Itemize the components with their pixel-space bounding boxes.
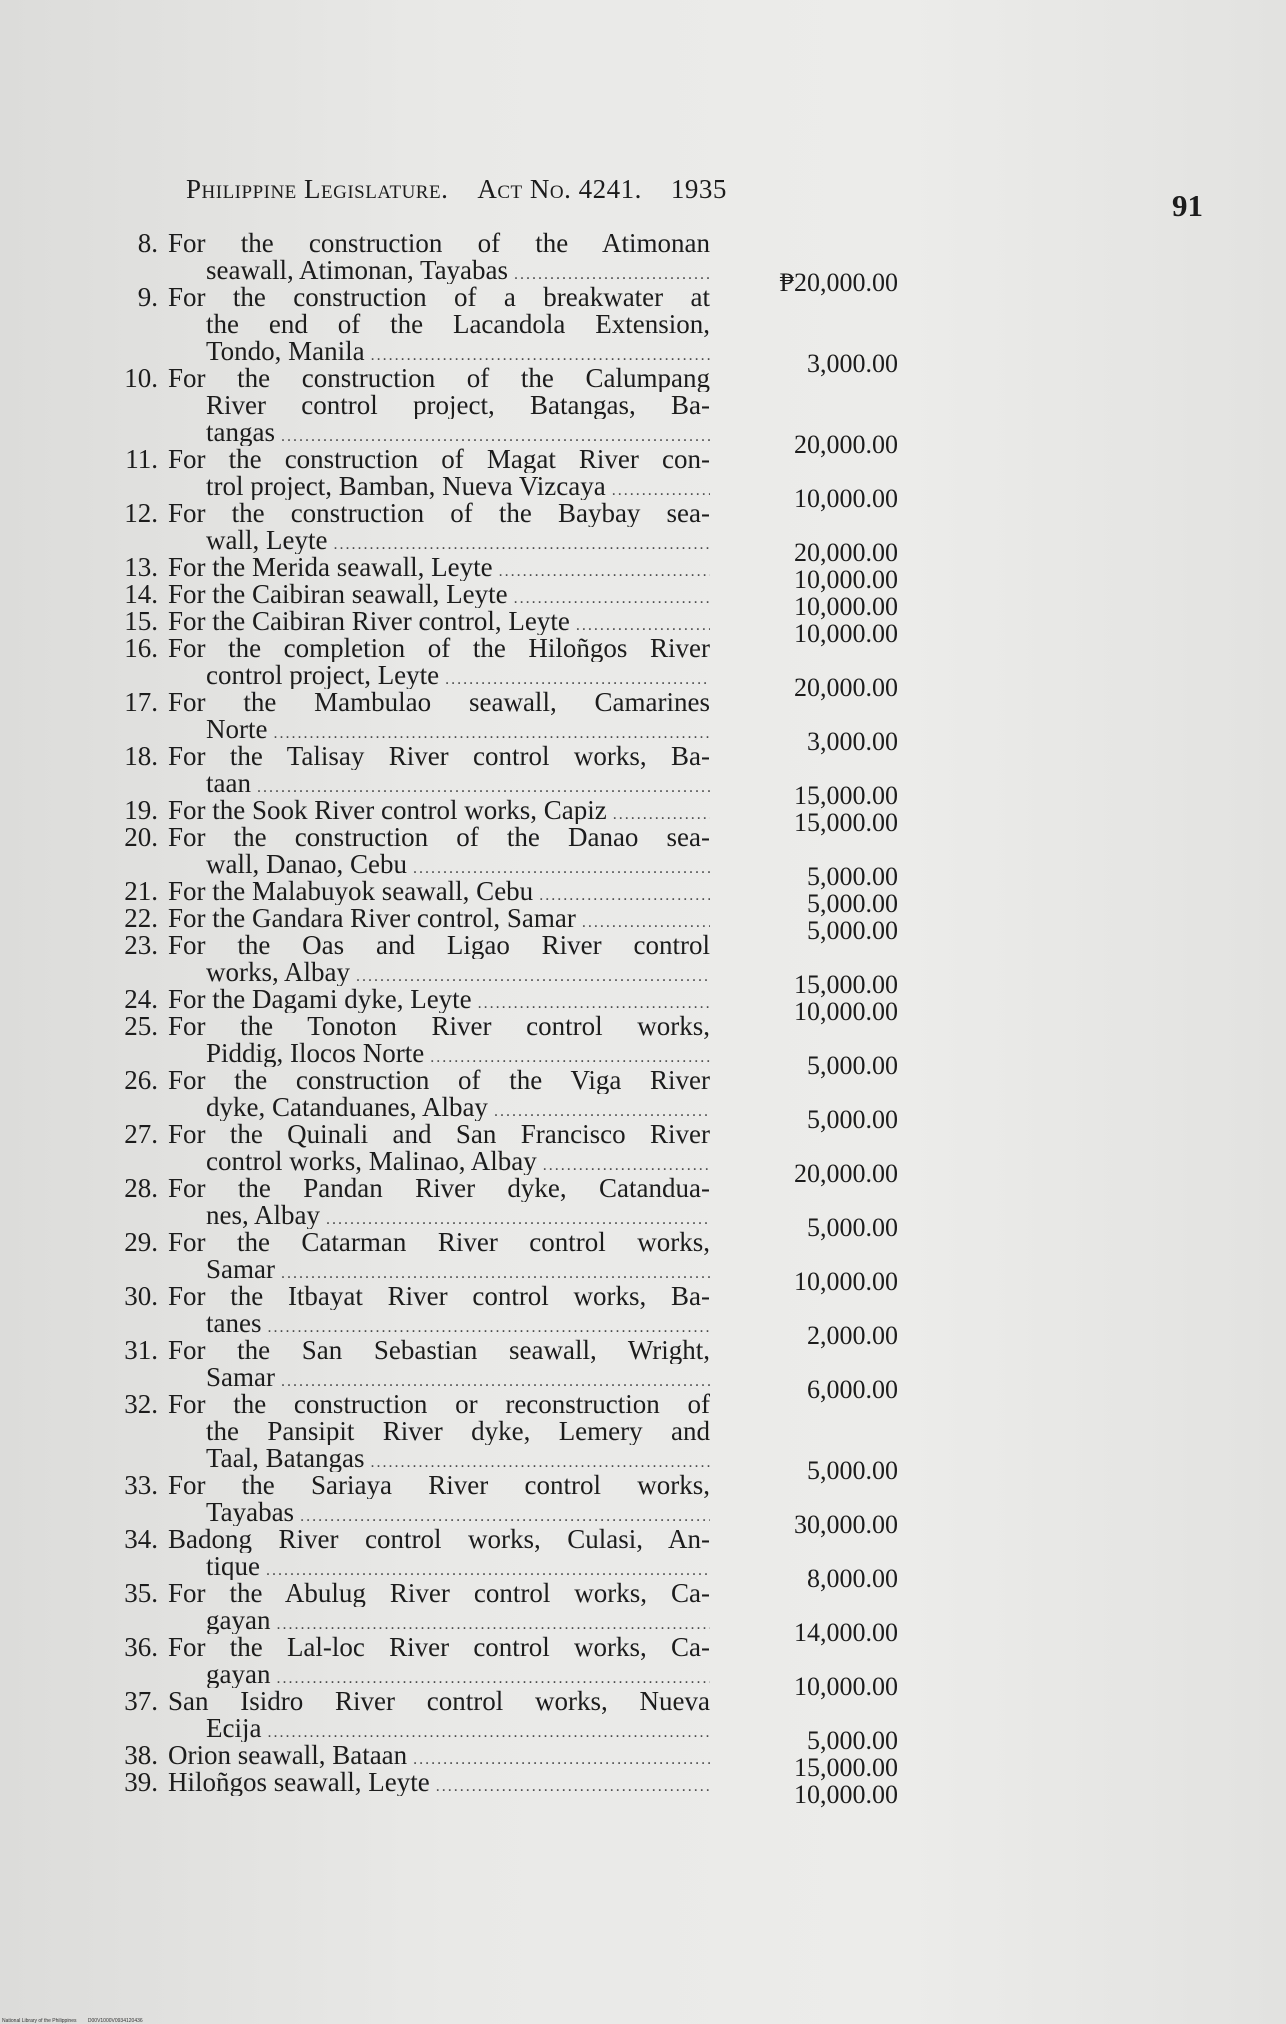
dot-leader xyxy=(281,423,710,446)
description-line xyxy=(168,1553,710,1580)
item-number: 9. xyxy=(137,282,158,312)
dot-leader xyxy=(514,585,710,608)
dot-leader xyxy=(413,1746,710,1769)
item-amount: 3,000.00 xyxy=(807,349,898,378)
description-line: For the construction of the Viga River xyxy=(168,1067,710,1094)
scan-code: D00V1000V0934120436 xyxy=(87,2018,143,2024)
dot-leader xyxy=(582,909,710,932)
description-line: the end of the Lacandola Extension, xyxy=(206,311,710,338)
description-line: For the construction of the Calumpang xyxy=(168,365,710,392)
description-text: gayan xyxy=(206,1607,271,1634)
item-description xyxy=(168,1769,710,1796)
item-description xyxy=(168,1634,710,1688)
description-text: Hiloñgos seawall, Leyte xyxy=(168,1769,430,1796)
dot-leader xyxy=(273,720,710,743)
item-amount: 20,000.00 xyxy=(794,673,898,702)
library-credit: National Library of the Philippines xyxy=(2,2018,77,2024)
description-line xyxy=(168,1310,710,1337)
description-line xyxy=(168,797,710,824)
item-amount: 20,000.00 xyxy=(794,1159,898,1188)
item-number: 8. xyxy=(137,228,158,258)
item-amount: 14,000.00 xyxy=(794,1618,898,1647)
item-amount: 8,000.00 xyxy=(807,1564,898,1593)
description-text: dyke, Catanduanes, Albay xyxy=(206,1094,488,1121)
dot-leader xyxy=(326,1206,710,1229)
item-number: 39. xyxy=(124,1767,158,1797)
description-line xyxy=(168,1202,710,1229)
item-number: 33. xyxy=(124,1470,158,1500)
item-number: 12. xyxy=(124,498,158,528)
item-amount: 5,000.00 xyxy=(807,1726,898,1755)
item-description xyxy=(168,581,710,608)
item-description xyxy=(168,797,710,824)
dot-leader xyxy=(539,882,710,905)
description-text: tangas xyxy=(206,419,275,446)
scan-footer xyxy=(2,2018,143,2024)
description-line: River control project, Batangas, Ba- xyxy=(206,392,710,419)
item-number: 11. xyxy=(125,444,158,474)
description-line: For the Itbayat River control works, Ba- xyxy=(168,1283,710,1310)
dot-leader xyxy=(514,261,710,284)
dot-leader xyxy=(276,1665,710,1688)
item-description xyxy=(168,1013,710,1067)
dot-leader xyxy=(413,855,710,878)
description-text: Tondo, Manila xyxy=(206,338,365,365)
description-line: For the Lal-loc River control works, Ca- xyxy=(168,1634,710,1661)
description-line xyxy=(168,1499,710,1526)
dot-leader xyxy=(371,342,710,365)
dot-leader xyxy=(371,1449,710,1472)
description-line xyxy=(168,878,710,905)
publication-name: Philippine Legislature. xyxy=(186,174,449,204)
item-amount: 20,000.00 xyxy=(794,430,898,459)
description-line xyxy=(168,581,710,608)
description-line xyxy=(168,1040,710,1067)
description-text: taan xyxy=(206,770,251,797)
item-description xyxy=(168,284,710,365)
description-line xyxy=(168,1769,710,1796)
description-line: the Pansipit River dyke, Lemery and xyxy=(206,1418,710,1445)
description-line: For the Abulug River control works, Ca- xyxy=(168,1580,710,1607)
dot-leader xyxy=(499,558,710,581)
description-line: For the construction of the Atimonan xyxy=(168,230,710,257)
description-line xyxy=(168,716,710,743)
description-line: For the Talisay River control works, Ba- xyxy=(168,743,710,770)
dot-leader xyxy=(430,1044,710,1067)
description-line xyxy=(168,1148,710,1175)
dot-leader xyxy=(445,666,710,689)
item-number: 23. xyxy=(124,930,158,960)
item-amount: 15,000.00 xyxy=(794,1753,898,1782)
description-line: For the construction of the Baybay sea- xyxy=(168,500,710,527)
item-number: 22. xyxy=(124,903,158,933)
description-line xyxy=(168,527,710,554)
description-line: San Isidro River control works, Nueva xyxy=(168,1688,710,1715)
item-amount: 5,000.00 xyxy=(807,1456,898,1485)
item-amount: ₱20,000.00 xyxy=(779,268,898,297)
description-text: wall, Danao, Cebu xyxy=(206,851,407,878)
dot-leader xyxy=(478,990,710,1013)
description-line xyxy=(168,419,710,446)
description-line xyxy=(168,905,710,932)
item-description xyxy=(168,1121,710,1175)
description-text: wall, Leyte xyxy=(206,527,328,554)
item-amount: 5,000.00 xyxy=(807,889,898,918)
item-number: 30. xyxy=(124,1281,158,1311)
appropriation-list xyxy=(0,228,1286,1809)
page-number: 91 xyxy=(1172,188,1203,223)
description-line: For the Pandan River dyke, Catandua- xyxy=(168,1175,710,1202)
item-amount: 5,000.00 xyxy=(807,916,898,945)
description-text: For the Merida seawall, Leyte xyxy=(168,554,493,581)
description-line xyxy=(168,986,710,1013)
item-amount: 30,000.00 xyxy=(794,1510,898,1539)
description-text: Piddig, Ilocos Norte xyxy=(206,1040,425,1067)
description-line xyxy=(168,1445,710,1472)
item-amount: 15,000.00 xyxy=(794,781,898,810)
item-description xyxy=(168,500,710,554)
item-amount: 10,000.00 xyxy=(794,1780,898,1809)
dot-leader xyxy=(276,1611,710,1634)
item-number: 10. xyxy=(124,363,158,393)
description-text: control works, Malinao, Albay xyxy=(206,1148,537,1175)
dot-leader xyxy=(613,801,710,824)
description-text: For the Gandara River control, Samar xyxy=(168,905,576,932)
description-text: gayan xyxy=(206,1661,271,1688)
description-line xyxy=(168,959,710,986)
dot-leader xyxy=(436,1773,710,1796)
description-text: For the Caibiran seawall, Leyte xyxy=(168,581,508,608)
dot-leader xyxy=(267,1314,710,1337)
description-line: For the construction of a breakwater at xyxy=(168,284,710,311)
description-text: Norte xyxy=(206,716,268,743)
item-number: 14. xyxy=(124,579,158,609)
dot-leader xyxy=(576,612,710,635)
item-number: 27. xyxy=(124,1119,158,1149)
item-number: 24. xyxy=(124,984,158,1014)
description-line xyxy=(168,338,710,365)
dot-leader xyxy=(266,1557,710,1580)
act-number: Act No. 4241. xyxy=(477,174,642,204)
description-line: For the construction of the Danao sea- xyxy=(168,824,710,851)
item-amount: 5,000.00 xyxy=(807,1051,898,1080)
description-line xyxy=(168,1256,710,1283)
item-description xyxy=(168,1742,710,1769)
item-description xyxy=(168,905,710,932)
description-text: Orion seawall, Bataan xyxy=(168,1742,408,1769)
description-line: Badong River control works, Culasi, An- xyxy=(168,1526,710,1553)
description-text: Tayabas xyxy=(206,1499,295,1526)
dot-leader xyxy=(257,774,710,797)
item-amount: 20,000.00 xyxy=(794,538,898,567)
item-amount: 5,000.00 xyxy=(807,1105,898,1134)
item-number: 31. xyxy=(124,1335,158,1365)
item-description xyxy=(168,1229,710,1283)
dot-leader xyxy=(281,1260,710,1283)
item-number: 21. xyxy=(124,876,158,906)
description-line: For the construction or reconstruction of xyxy=(168,1391,710,1418)
item-description xyxy=(168,1337,710,1391)
dot-leader xyxy=(612,477,710,500)
description-line xyxy=(168,554,710,581)
description-line xyxy=(168,608,710,635)
item-number: 38. xyxy=(124,1740,158,1770)
description-text: For the Sook River control works, Capiz xyxy=(168,797,607,824)
description-line xyxy=(168,1715,710,1742)
item-number: 13. xyxy=(124,552,158,582)
item-amount: 6,000.00 xyxy=(807,1375,898,1404)
item-amount: 3,000.00 xyxy=(807,727,898,756)
item-number: 25. xyxy=(124,1011,158,1041)
item-description xyxy=(168,824,710,878)
description-line xyxy=(168,257,710,284)
description-line: For the Mambulao seawall, Camarines xyxy=(168,689,710,716)
description-line: For the Oas and Ligao River control xyxy=(168,932,710,959)
item-description xyxy=(168,635,710,689)
description-line xyxy=(168,1661,710,1688)
description-text: tanes xyxy=(206,1310,262,1337)
item-description xyxy=(168,446,710,500)
description-line: For the San Sebastian seawall, Wright, xyxy=(168,1337,710,1364)
description-line: For the Sariaya River control works, xyxy=(168,1472,710,1499)
dot-leader xyxy=(267,1719,710,1742)
item-description xyxy=(168,1175,710,1229)
item-number: 34. xyxy=(124,1524,158,1554)
item-description xyxy=(168,986,710,1013)
description-text: Ecija xyxy=(206,1715,262,1742)
item-amount: 10,000.00 xyxy=(794,592,898,621)
dot-leader xyxy=(356,963,710,986)
item-amount: 10,000.00 xyxy=(794,1267,898,1296)
description-text: works, Albay xyxy=(206,959,350,986)
item-amount: 5,000.00 xyxy=(807,862,898,891)
description-line: For the Catarman River control works, xyxy=(168,1229,710,1256)
item-number: 15. xyxy=(124,606,158,636)
item-number: 28. xyxy=(124,1173,158,1203)
dot-leader xyxy=(333,531,710,554)
dot-leader xyxy=(281,1368,710,1391)
item-description xyxy=(168,689,710,743)
description-text: For the Malabuyok seawall, Cebu xyxy=(168,878,534,905)
description-line: For the completion of the Hiloñgos River xyxy=(168,635,710,662)
item-description xyxy=(168,608,710,635)
item-description xyxy=(168,878,710,905)
item-number: 20. xyxy=(124,822,158,852)
item-description xyxy=(168,230,710,284)
description-text: tique xyxy=(206,1553,260,1580)
act-year: 1935 xyxy=(670,174,727,204)
item-description xyxy=(168,1688,710,1742)
item-amount: 10,000.00 xyxy=(794,565,898,594)
item-description xyxy=(168,1391,710,1472)
description-text: nes, Albay xyxy=(206,1202,320,1229)
item-number: 37. xyxy=(124,1686,158,1716)
dot-leader xyxy=(494,1098,710,1121)
item-amount: 15,000.00 xyxy=(794,808,898,837)
item-amount: 10,000.00 xyxy=(794,1672,898,1701)
description-text: control project, Leyte xyxy=(206,662,440,689)
item-number: 26. xyxy=(124,1065,158,1095)
item-number: 35. xyxy=(124,1578,158,1608)
description-line xyxy=(168,1742,710,1769)
description-text: For the Caibiran River control, Leyte xyxy=(168,608,570,635)
description-line xyxy=(168,1364,710,1391)
dot-leader xyxy=(543,1152,710,1175)
item-description xyxy=(168,1472,710,1526)
item-amount: 10,000.00 xyxy=(794,484,898,513)
item-amount: 10,000.00 xyxy=(794,997,898,1026)
item-number: 32. xyxy=(124,1389,158,1419)
item-number: 29. xyxy=(124,1227,158,1257)
description-text: For the Dagami dyke, Leyte xyxy=(168,986,472,1013)
item-amount: 2,000.00 xyxy=(807,1321,898,1350)
item-description xyxy=(168,743,710,797)
description-text: Samar xyxy=(206,1364,275,1391)
item-number: 16. xyxy=(124,633,158,663)
description-line xyxy=(168,473,710,500)
item-number: 36. xyxy=(124,1632,158,1662)
description-line xyxy=(168,1094,710,1121)
item-description xyxy=(168,932,710,986)
running-head xyxy=(186,174,727,205)
item-number: 19. xyxy=(124,795,158,825)
description-text: trol project, Bamban, Nueva Vizcaya xyxy=(206,473,606,500)
item-amount: 15,000.00 xyxy=(794,970,898,999)
item-description xyxy=(168,554,710,581)
description-text: Samar xyxy=(206,1256,275,1283)
description-line xyxy=(168,851,710,878)
description-text: Taal, Batangas xyxy=(206,1445,365,1472)
description-line xyxy=(168,770,710,797)
dot-leader xyxy=(300,1503,710,1526)
item-number: 18. xyxy=(124,741,158,771)
list-item xyxy=(0,228,1286,297)
description-line: For the Quinali and San Francisco River xyxy=(168,1121,710,1148)
description-line xyxy=(168,662,710,689)
item-description xyxy=(168,1526,710,1580)
item-number: 17. xyxy=(124,687,158,717)
description-line: For the construction of Magat River con- xyxy=(168,446,710,473)
description-text: seawall, Atimonan, Tayabas xyxy=(206,257,509,284)
item-description xyxy=(168,1067,710,1121)
item-description xyxy=(168,1580,710,1634)
item-amount: 5,000.00 xyxy=(807,1213,898,1242)
item-description xyxy=(168,365,710,446)
item-description xyxy=(168,1283,710,1337)
description-line xyxy=(168,1607,710,1634)
description-line: For the Tonoton River control works, xyxy=(168,1013,710,1040)
item-amount: 10,000.00 xyxy=(794,619,898,648)
